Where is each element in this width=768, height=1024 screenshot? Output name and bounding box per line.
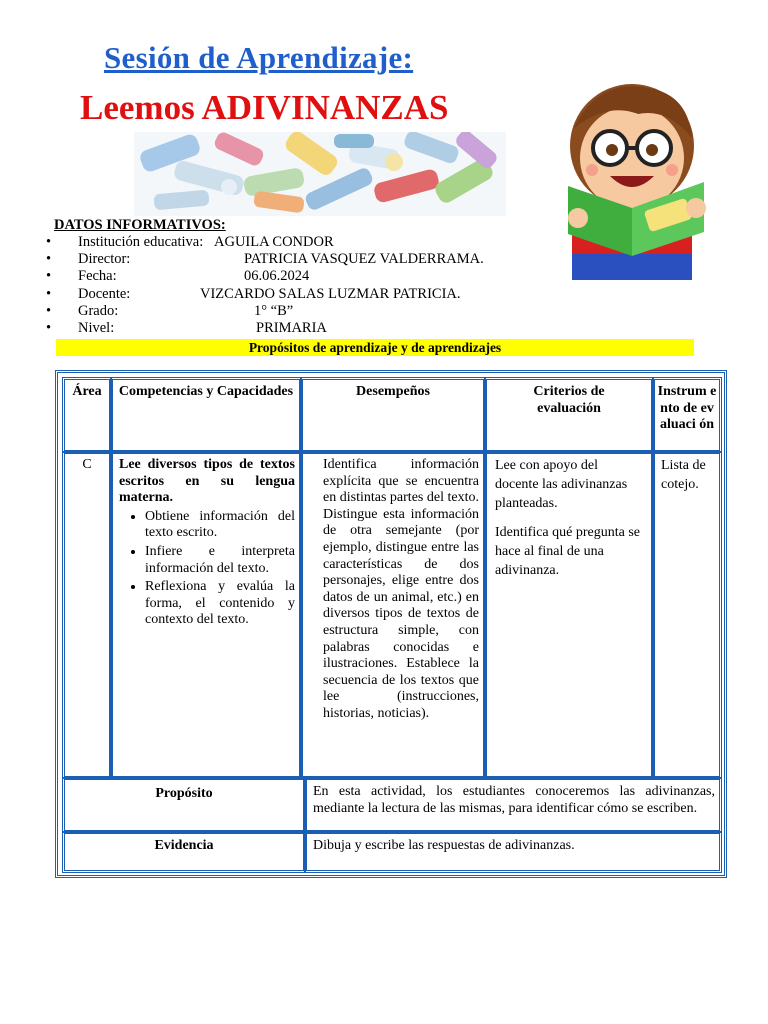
proposito-text: En esta actividad, los estudiantes conoceremos las adivinanzas, mediante la lectura de las mismas, para identificar cómo se escriben. bbox=[304, 777, 722, 833]
info-label: Institución educativa: bbox=[78, 234, 204, 250]
header-desempenos: Desempeños bbox=[300, 377, 486, 453]
criterio-item: Lee con apoyo del docente las adivinanzas planteadas. bbox=[495, 458, 628, 511]
capacidades-list bbox=[119, 509, 295, 629]
bullet-icon: • bbox=[46, 234, 52, 250]
info-label: Docente: bbox=[78, 285, 131, 302]
info-value-grado: 1° “B” bbox=[254, 302, 294, 319]
cell-area: C bbox=[62, 451, 112, 779]
bullet-icon: • bbox=[46, 302, 52, 319]
cell-competencias bbox=[110, 451, 302, 779]
competencia-text: Lee diversos tipos de textos escritos en su lengua materna. bbox=[119, 457, 295, 506]
info-row-nivel bbox=[46, 320, 566, 337]
info-value-nivel: PRIMARIA bbox=[256, 319, 327, 336]
info-row-grado bbox=[46, 303, 566, 320]
evidencia-text: Dibuja y escribe las respuestas de adivinanzas. bbox=[304, 831, 722, 873]
header-instrumento: Instrum ento de evaluaci ón bbox=[652, 377, 722, 453]
capacidad-item: • Reflexiona y evalúa la forma, el contenido y contexto del texto. bbox=[145, 579, 295, 629]
info-label: Grado: bbox=[78, 302, 119, 319]
info-label: Fecha: bbox=[78, 268, 117, 285]
info-row-fecha bbox=[46, 268, 566, 285]
capacidad-item: • Obtiene información del texto escrito. bbox=[145, 509, 295, 542]
cell-instrumento: Lista de cotejo. bbox=[652, 451, 722, 779]
propositos-heading: Propósitos de aprendizaje y de aprendizajes bbox=[56, 339, 694, 356]
header-area: Área bbox=[62, 377, 112, 453]
info-row-institucion bbox=[46, 234, 566, 251]
bullet-icon: • bbox=[46, 251, 52, 268]
session-title: Sesión de Aprendizaje: bbox=[104, 40, 414, 75]
cell-criterios bbox=[484, 451, 654, 779]
cell-desempeno: Identifica información explícita que se encuentra en distintas partes del texto. Distingue esta información de otra semejante (por ejemplo, distingue entre las características de dos personajes, elige entre dos datos de un animal, etc.) en diversos tipos de textos de estructura simple, con palabras conocidas e ilustraciones. Establece la secuencia de los textos que lee (instrucciones, historias, noticias). bbox=[300, 451, 486, 779]
info-value-institucion: AGUILA CONDOR bbox=[214, 234, 334, 250]
info-value-docente: VIZCARDO SALAS LUZMAR PATRICIA. bbox=[200, 285, 461, 302]
evidencia-label: Evidencia bbox=[62, 831, 306, 873]
info-label: Director: bbox=[78, 251, 131, 268]
session-table bbox=[55, 370, 727, 878]
bullet-icon: • bbox=[46, 268, 52, 285]
info-value-fecha: 06.06.2024 bbox=[244, 268, 310, 285]
info-row-docente bbox=[46, 286, 566, 303]
info-value-director: PATRICIA VASQUEZ VALDERRAMA. bbox=[244, 251, 484, 268]
info-row-director bbox=[46, 251, 566, 268]
datos-informativos-list bbox=[46, 234, 566, 337]
header-criterios: Criterios de evaluación bbox=[484, 377, 654, 453]
kid-reading-illustration bbox=[548, 58, 716, 280]
info-label: Nivel: bbox=[78, 319, 115, 336]
header-competencias: Competencias y Capacidades bbox=[110, 377, 302, 453]
capacidad-item: • Infiere e interpreta información del texto. bbox=[145, 544, 295, 577]
bullet-icon: • bbox=[46, 285, 52, 302]
session-subtitle: Leemos ADIVINANZAS bbox=[80, 88, 449, 127]
bullet-icon: • bbox=[46, 319, 52, 336]
criterio-item: Identifica qué pregunta se hace al final de una adivinanza. bbox=[495, 525, 640, 578]
recycling-bottles-illustration bbox=[134, 132, 506, 216]
proposito-label: Propósito bbox=[62, 777, 306, 833]
datos-informativos-heading: DATOS INFORMATIVOS: bbox=[54, 217, 226, 233]
